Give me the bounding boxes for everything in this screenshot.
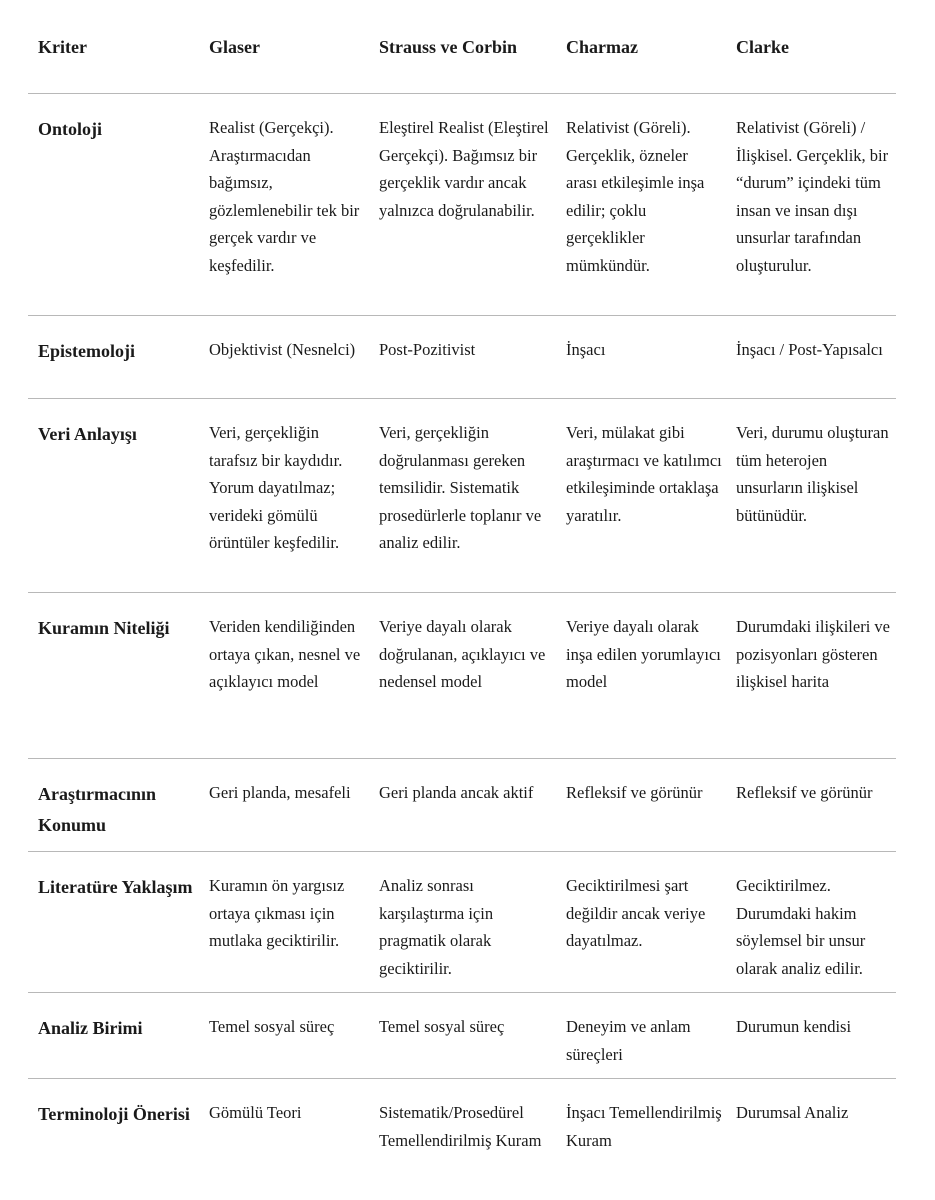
criterion-cell: Kuramın Niteliği <box>28 593 199 759</box>
glaser-cell: Veriden kendiliğinden ortaya çıkan, nesnel ve açıklayıcı model <box>199 593 369 759</box>
charmaz-cell: Relativist (Göreli). Gerçeklik, özneler arası etkileşimle inşa edilir; çoklu gerçeklikler mümkündür. <box>556 94 726 316</box>
row-kuramin-niteligi <box>28 593 896 759</box>
charmaz-cell: İnşacı Temellendirilmiş Kuram <box>566 1103 722 1150</box>
strauss-corbin-cell: Eleştirel Realist (Eleştirel Gerçekçi). Bağımsız bir gerçeklik vardır ancak yalnızca doğrulanabilir. <box>369 94 556 316</box>
charmaz-cell: Geciktirilmesi şart değildir ancak veriye dayatılmaz. <box>556 852 726 993</box>
header-kriter: Kriter <box>28 14 199 94</box>
clarke-cell: İnşacı / Post-Yapısalcı <box>726 316 896 399</box>
clarke-cell: Veri, durumu oluşturan tüm heterojen unsurların ilişkisel bütünüdür. <box>726 399 896 593</box>
header-strauss-corbin: Strauss ve Corbin <box>369 14 556 94</box>
clarke-cell: Relativist (Göreli) / İlişkisel. Gerçeklik, bir “durum” içindeki tüm insan ve insan dışı unsurlar tarafından oluşturulur. <box>726 94 896 316</box>
glaser-cell: Kuramın ön yargısız ortaya çıkması için mutlaka geciktirilir. <box>199 852 369 993</box>
row-ontoloji <box>28 94 896 316</box>
header-glaser: Glaser <box>199 14 369 94</box>
criterion-cell: Terminoloji Önerisi <box>38 1104 190 1124</box>
charmaz-cell: Veri, mülakat gibi araştırmacı ve katılımcı etkileşiminde ortaklaşa yaratılır. <box>556 399 726 593</box>
criterion-cell: Epistemoloji <box>28 316 199 399</box>
row-epistemoloji <box>28 316 896 399</box>
charmaz-cell: Deneyim ve anlam süreçleri <box>556 993 726 1079</box>
glaser-cell: Realist (Gerçekçi). Araştırmacıdan bağımsız, gözlemlenebilir tek bir gerçek vardır ve keşfedilir. <box>199 94 369 316</box>
strauss-corbin-cell: Geri planda ancak aktif <box>369 759 556 852</box>
criterion-cell: Analiz Birimi <box>28 993 199 1079</box>
criterion-cell: Araştırmacının Konumu <box>28 759 199 852</box>
strauss-corbin-cell: Veriye dayalı olarak doğrulanan, açıklayıcı ve nedensel model <box>369 593 556 759</box>
strauss-corbin-cell: Analiz sonrası karşılaştırma için pragmatik olarak geciktirilir. <box>369 852 556 993</box>
charmaz-cell: Refleksif ve görünür <box>556 759 726 852</box>
charmaz-cell: Veriye dayalı olarak inşa edilen yorumlayıcı model <box>556 593 726 759</box>
header-clarke: Clarke <box>726 14 896 94</box>
glaser-cell: Veri, gerçekliğin tarafsız bir kaydıdır. Yorum dayatılmaz; verideki gömülü örüntüler keşfedilir. <box>199 399 369 593</box>
header-charmaz: Charmaz <box>556 14 726 94</box>
glaser-cell: Temel sosyal süreç <box>199 993 369 1079</box>
strauss-corbin-cell: Sistematik/Prosedürel Temellendirilmiş Kuram <box>379 1103 542 1150</box>
row-literature-yaklasim <box>28 852 896 993</box>
row-arastirmacinin-konumu <box>28 759 896 852</box>
clarke-cell: Refleksif ve görünür <box>726 759 896 852</box>
glaser-cell: Gömülü Teori <box>209 1103 302 1122</box>
clarke-cell: Durumsal Analiz <box>736 1103 849 1122</box>
row-analiz-birimi <box>28 993 896 1079</box>
glaser-cell: Geri planda, mesafeli <box>199 759 369 852</box>
row-veri-anlayisi <box>28 399 896 593</box>
clarke-cell: Durumdaki ilişkileri ve pozisyonları gösteren ilişkisel harita <box>726 593 896 759</box>
header-row <box>28 14 896 94</box>
strauss-corbin-cell: Post-Pozitivist <box>369 316 556 399</box>
criterion-cell: Veri Anlayışı <box>28 399 199 593</box>
strauss-corbin-cell: Veri, gerçekliğin doğrulanması gereken temsilidir. Sistematik prosedürlerle toplanır ve analiz edilir. <box>369 399 556 593</box>
criterion-cell: Literatüre Yaklaşım <box>28 852 199 993</box>
glaser-cell: Objektivist (Nesnelci) <box>199 316 369 399</box>
clarke-cell: Geciktirilmez. Durumdaki hakim söylemsel bir unsur olarak analiz edilir. <box>726 852 896 993</box>
row-terminoloji-onerisi <box>28 1079 896 1165</box>
clarke-cell: Durumun kendisi <box>726 993 896 1079</box>
charmaz-cell: İnşacı <box>556 316 726 399</box>
strauss-corbin-cell: Temel sosyal süreç <box>369 993 556 1079</box>
comparison-table <box>28 14 896 1164</box>
criterion-cell: Ontoloji <box>28 94 199 316</box>
